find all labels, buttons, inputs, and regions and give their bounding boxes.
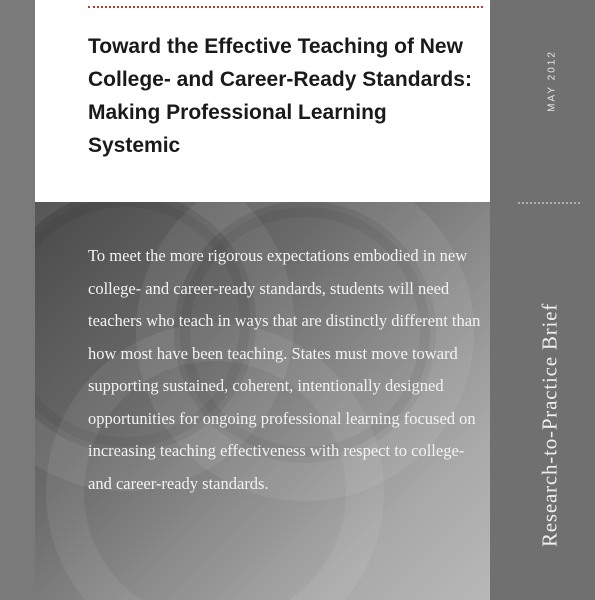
side-dotted-rule: [518, 202, 580, 204]
abstract-text: To meet the more rigorous expectations embodied in new college- and career-ready standards, students will need teachers who teach in ways that are distinctly different than how most have been teaching. States must move toward supporting sustained, coherent, intentionally designed opportunities for ongoing professional learning focused on increasing teaching effectiveness with respect to college- and career-ready standards.: [88, 246, 481, 493]
document-title: Toward the Effective Teaching of New College- and Career-Ready Standards: Making Professional Learning Systemic: [88, 35, 472, 157]
series-label: [533, 272, 567, 578]
publication-date: [542, 38, 562, 123]
accent-dotted-rule: [88, 6, 483, 8]
series-label-text: Research-to-Practice Brief: [537, 302, 562, 548]
publication-date-text: MAY 2012: [546, 49, 558, 112]
abstract-panel: [35, 202, 490, 600]
left-margin-strip: [0, 0, 35, 600]
